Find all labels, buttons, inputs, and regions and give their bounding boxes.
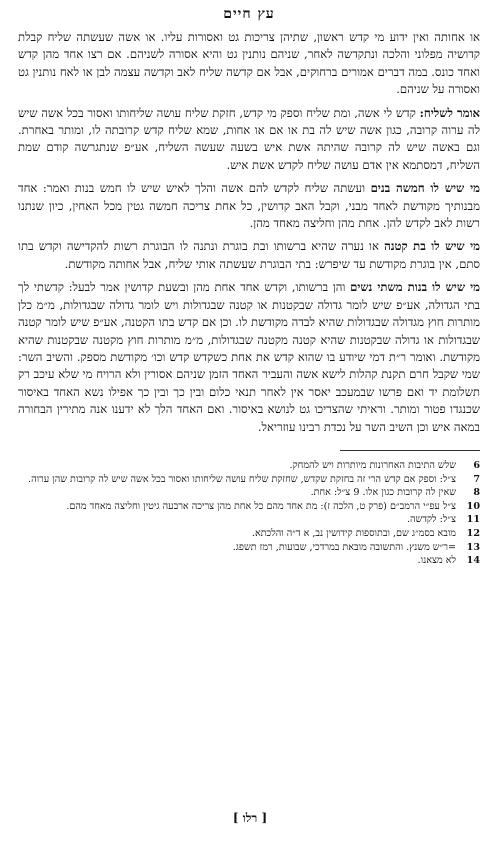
footnote-divider: [340, 450, 480, 451]
footnote-number: 6: [473, 459, 480, 471]
footnote-number: 7: [473, 473, 480, 485]
footnote: [18, 459, 480, 473]
running-head: עץ חיים: [223, 6, 275, 22]
paragraph-lead: אומר לשליח:: [419, 105, 480, 120]
paragraph: [18, 29, 480, 99]
paragraph-text: או נערה שהיא ברשותו ובת בוגרת ונתנה לו הבוגרת רשות להקדישה וקדש בתו סתם, אין בוגרת מקודשת עד שיפרש: בתי הבוגרת שעשתה אותי שליח, אבל אחותה מקודשת.: [18, 239, 480, 271]
footnote-text: מובא בסמ״ג שם, ובתוספות קידושין נב, א ד״ה והלכתא.: [251, 527, 456, 539]
paragraph: [18, 279, 480, 436]
paragraph-text: ועשתה שליח לקדש להם אשה והלך לאיש שיש לו חמש בנות ואמר: אחד מבנותיך מקודשת לאחד מבני, וקבל האב קדושין, כל אחת צריכה חמשה גטין מכל האחין, כיון שנתנו רשות לאב לקדש להן. אחת מהן וחליצה מאחד מהן.: [18, 181, 480, 231]
footnote-text: שאין לה קרובות כגון אלו. 9 צ״ל: אחת.: [310, 487, 456, 499]
footnote-number: 14: [466, 555, 480, 567]
paragraph-text: קדש לי אשה, ומת שליח וספק מי קדש, חזקת שליח עושה שליחותו ואסור בכל אשה שיש לה ערוה קרובה, כגון אשה שיש לה בת או אם או אחות, שמא שליח קדש קרובתה לו, ומותר באחרת. וגם באשה שיש לה קרובה שהיתה אשת איש בשעה שעשה השליח, אע״פ שנתגרשה קודם שמת השליח, דמסתמא אין אדם עושה שליח לקדש אשת איש.: [18, 105, 480, 172]
footnote: [18, 513, 480, 527]
paragraph-lead: מי שיש לו בנות משתי נשים: [350, 280, 481, 295]
paragraph-lead: מי שיש לו בת קטנה: [384, 239, 480, 254]
paragraph: [18, 180, 480, 232]
paragraph: [18, 105, 480, 175]
paragraph-text: והן ברשותו, וקדש אחד אחת מהן ובשעת קדושין אמר לבעל: קדשתי לך בתי הגדולה, אע״פ שיש לומר גדולה שבקטנות או קטנה שבגדולות ויש לומר גדולה שבגדולות, מ״מ כלן מותרות חוץ מגדולה שבגדולות שהיא לבדה מקודשת לו. וכן אם קדש בתו הקטנה, אע״פ שיש לומר קטנה שבגדולות או גדולה שבקטנות שהיא קטנה מקטנה שבגדולות, מ״מ מותרות חוץ מקטנה שבקטנות שהיא מקודשת. ואומר ר״ת דמי שיודע בו שהוא קדש את אחת כשקדש קדש וכו׳ מקודשת מספק. והשיב השר: שמי שקבל חרם תקנת קהלות לישא אשה והעביר האחד הזמן שניהם אסורין ולא הרויח מי שלא עיכב רק תשלומת יד ואם פרשו שבמעכב יאסר אין לאחר תנאי כלום ובין כך ובין כך אפילו נשא האחד באיסור שכנגדו פטור ומותר. וראיתי שהצריכו גט לנושא באיסור. ואם האחד הלך לא ידענו אנה מתירין הבחורה במאה איש וכן השיב השר על נכדת רבינו עוזריאל.: [18, 280, 480, 434]
footnote: [18, 527, 480, 541]
footnote: [18, 486, 480, 500]
footnote-text: לא מצאנו.: [417, 555, 456, 567]
paragraph-lead: מי שיש לו חמשה בנים: [370, 181, 481, 196]
footnote-text: צ״ל עפ״י הרמב״ם (פרק ט, הלכה ז): מת אחד מהם כל אחת מהן צריכה ארבעה גיטין וחליצה מאחד מהם.: [66, 500, 456, 512]
footnote-text: צ״ל: וספק אם קדש הרי זה בחזקת שקדש, שחזקת שליח עושה שליחותו ואסור בכל אשה שיש לה קרובות שהן ערוה.: [28, 473, 456, 485]
footnote-text: שלש התיבות האחרונות מיותרות ויש להמחק.: [289, 459, 456, 471]
footnote-text: צ״ל: לקדשה.: [406, 514, 456, 526]
footnote: [18, 554, 480, 568]
footnote-number: 13: [466, 541, 480, 553]
footnote-number: 8: [473, 487, 480, 499]
paragraph: [18, 238, 480, 273]
footnote: [18, 541, 480, 555]
page-number: [ רלו ]: [232, 811, 268, 825]
footnote: [18, 500, 480, 514]
footnote-number: 11: [466, 514, 480, 526]
main-text: [18, 29, 480, 436]
footnote-number: 10: [466, 500, 480, 512]
footnotes: [18, 459, 480, 568]
footnote-text: =ר״ש משנץ. והתשובה מובאת במרדכי, שבועות, רמז תשפג.: [232, 541, 456, 553]
footnote-number: 12: [466, 527, 480, 539]
paragraph-text: או אחותה ואין ידוע מי קדש ראשון, שתיהן צריכות גט ואסורות עליו. או אשה שעשתה שליח קבלת קדושיה מפלוני והלכה ונתקדשה לאחר, שניהם נותנין גט והיא אסורה לשניהם. אם רצו אחד מהן קדש ואחד כונס. במה דברים אמורים ברחוקים, אבל אם קדשה שליח לאב וקדשה עצמה לבן או לאח נותנין גט ואסורה על שניהם.: [18, 30, 480, 97]
footnote: [18, 473, 480, 487]
